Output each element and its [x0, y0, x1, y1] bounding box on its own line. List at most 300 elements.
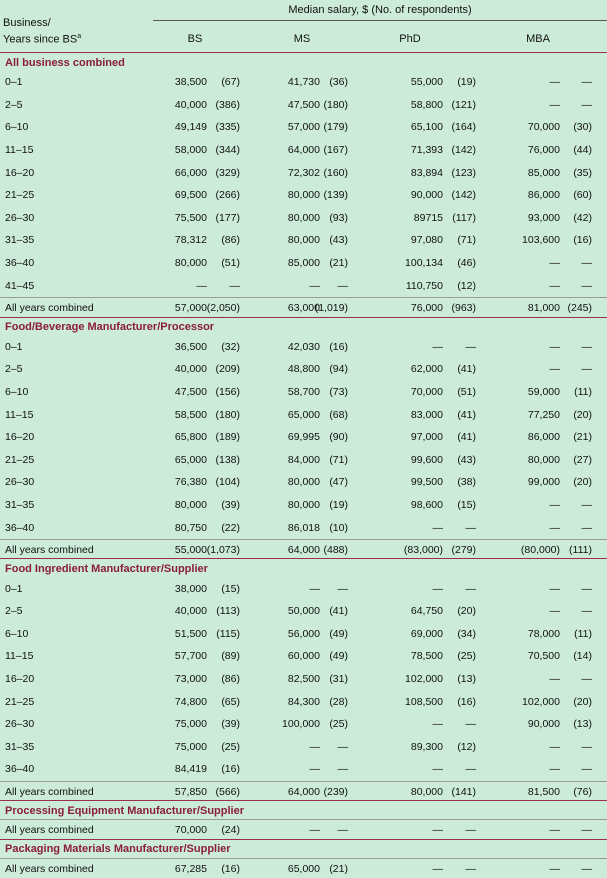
- row-label: 16–20: [5, 431, 35, 444]
- salary-value: 81,000: [527, 301, 560, 314]
- salary-value: 90,000: [410, 189, 443, 202]
- respondent-count: —: [337, 763, 348, 776]
- salary-value: 69,500: [174, 189, 207, 202]
- salary-value: —: [432, 862, 443, 875]
- salary-value: 84,419: [174, 763, 207, 776]
- row-label: 0–1: [5, 582, 23, 595]
- respondent-count: (49): [329, 627, 348, 640]
- salary-value: 50,000: [287, 605, 320, 618]
- respondent-count: (47): [329, 476, 348, 489]
- respondent-count: (67): [221, 76, 240, 89]
- section-header: [0, 52, 607, 72]
- row-label: 26–30: [5, 476, 35, 489]
- salary-value: 49,149: [174, 121, 207, 134]
- table-row: [0, 71, 607, 94]
- salary-value: 76,000: [410, 301, 443, 314]
- respondent-count: (180): [215, 408, 240, 421]
- table-row: [0, 116, 607, 139]
- salary-value: 48,800: [287, 363, 320, 376]
- salary-value: 47,500: [287, 98, 320, 111]
- row-label: 31–35: [5, 740, 35, 753]
- salary-value: 64,750: [410, 605, 443, 618]
- respondent-count: (177): [215, 211, 240, 224]
- salary-value: 40,000: [174, 605, 207, 618]
- respondent-count: —: [581, 763, 592, 776]
- respondent-count: (46): [457, 257, 476, 270]
- respondent-count: (117): [452, 211, 476, 224]
- section-title: Food Ingredient Manufacturer/Supplier: [5, 562, 208, 575]
- section-title: Processing Equipment Manufacturer/Supplier: [5, 804, 244, 817]
- salary-value: 57,000: [174, 301, 207, 314]
- respondent-count: (65): [221, 695, 240, 708]
- salary-value: 80,000: [287, 234, 320, 247]
- salary-value: —: [549, 763, 560, 776]
- respondent-count: (15): [221, 582, 240, 595]
- respondent-count: —: [581, 340, 592, 353]
- respondent-count: (41): [457, 431, 476, 444]
- row-label: 11–15: [5, 650, 34, 663]
- respondent-count: (31): [329, 673, 348, 686]
- row-label: 2–5: [5, 605, 23, 618]
- respondent-count: (16): [221, 862, 240, 875]
- salary-value: 55,000: [410, 76, 443, 89]
- table-row: [0, 494, 607, 517]
- row-label: 0–1: [5, 340, 23, 353]
- respondent-count: —: [465, 582, 476, 595]
- salary-value: 100,134: [405, 257, 443, 270]
- table-row: [0, 252, 607, 275]
- respondent-count: (14): [573, 650, 592, 663]
- table-row: [0, 184, 607, 207]
- respondent-count: —: [581, 673, 592, 686]
- respondent-count: (60): [573, 189, 592, 202]
- section-header: [0, 839, 607, 859]
- respondent-count: (566): [215, 785, 240, 798]
- respondent-count: (963): [451, 301, 476, 314]
- salary-value: 56,000: [287, 627, 320, 640]
- combined-row: [0, 781, 607, 802]
- salary-value: 36,500: [174, 340, 207, 353]
- salary-value: —: [549, 76, 560, 89]
- respondent-count: (51): [221, 257, 240, 270]
- salary-value: 58,800: [410, 98, 443, 111]
- row-label: 36–40: [5, 521, 35, 534]
- respondent-count: (329): [215, 166, 240, 179]
- row-label: All years combined: [5, 543, 94, 556]
- header-rule: [153, 20, 607, 21]
- respondent-count: (12): [457, 740, 476, 753]
- respondent-count: (16): [329, 340, 348, 353]
- respondent-count: (41): [329, 605, 348, 618]
- median-salary-title: Median salary, $ (No. of respondents): [288, 4, 472, 16]
- respondent-count: (20): [457, 605, 476, 618]
- row-label: 31–35: [5, 498, 35, 511]
- row-label: 21–25: [5, 453, 35, 466]
- row-label: 41–45: [5, 279, 35, 292]
- salary-value: 84,000: [287, 453, 320, 466]
- respondent-count: —: [581, 521, 592, 534]
- respondent-count: (11): [574, 385, 592, 398]
- salary-value: 38,000: [174, 582, 207, 595]
- respondent-count: (30): [573, 121, 592, 134]
- respondent-count: —: [465, 521, 476, 534]
- salary-value: —: [549, 673, 560, 686]
- respondent-count: (41): [457, 408, 476, 421]
- salary-value: 76,380: [174, 476, 207, 489]
- table-row: [0, 381, 607, 404]
- salary-value: 78,500: [410, 650, 443, 663]
- salary-value: 75,000: [174, 740, 207, 753]
- respondent-count: (123): [451, 166, 476, 179]
- respondent-count: (335): [215, 121, 240, 134]
- column-mba: MBA: [526, 33, 550, 45]
- respondent-count: (21): [573, 431, 592, 444]
- respondent-count: —: [465, 824, 476, 837]
- salary-value: 85,000: [527, 166, 560, 179]
- salary-value: 84,300: [287, 695, 320, 708]
- table-row: [0, 713, 607, 736]
- salary-value: —: [309, 824, 320, 837]
- respondent-count: —: [581, 824, 592, 837]
- salary-value: 63,000: [287, 301, 320, 314]
- respondent-count: (113): [216, 605, 240, 618]
- salary-value: 102,000: [405, 673, 443, 686]
- column-phd: PhD: [399, 33, 421, 45]
- table-row: [0, 623, 607, 646]
- salary-value: 70,000: [174, 824, 207, 837]
- salary-value: 83,894: [410, 166, 443, 179]
- salary-value: 64,000: [287, 785, 320, 798]
- respondent-count: (86): [221, 234, 240, 247]
- salary-value: 80,000: [287, 189, 320, 202]
- row-label: 2–5: [5, 98, 23, 111]
- respondent-count: —: [465, 340, 476, 353]
- respondent-count: (344): [215, 144, 240, 157]
- row-label: 6–10: [5, 385, 29, 398]
- salary-value: 78,000: [527, 627, 560, 640]
- footnote-marker: a: [77, 33, 82, 40]
- respondent-count: (139): [323, 189, 348, 202]
- section-header: [0, 558, 607, 578]
- salary-value: 65,100: [410, 121, 443, 134]
- table-row: [0, 403, 607, 426]
- salary-value: 73,000: [174, 673, 207, 686]
- respondent-count: —: [581, 76, 592, 89]
- respondent-count: (35): [573, 166, 592, 179]
- salary-value: 65,000: [287, 862, 320, 875]
- table-row: [0, 516, 607, 539]
- table-row: [0, 229, 607, 252]
- column-ms: MS: [293, 33, 311, 45]
- salary-value: 80,000: [287, 211, 320, 224]
- salary-value: 70,500: [527, 650, 560, 663]
- respondent-count: (1,019): [314, 301, 348, 314]
- respondent-count: (21): [329, 257, 348, 270]
- row-label: 26–30: [5, 718, 35, 731]
- salary-value: —: [432, 718, 443, 731]
- table-row: [0, 161, 607, 184]
- salary-value: 69,995: [287, 431, 320, 444]
- respondent-count: —: [337, 582, 348, 595]
- respondent-count: (41): [457, 363, 476, 376]
- salary-value: —: [549, 257, 560, 270]
- salary-value: 70,000: [410, 385, 443, 398]
- row-header-line1: Business/: [3, 17, 51, 29]
- salary-value: 57,850: [174, 785, 207, 798]
- respondent-count: (39): [221, 718, 240, 731]
- table-row: [0, 690, 607, 713]
- respondent-count: (39): [221, 498, 240, 511]
- respondent-count: (104): [215, 476, 240, 489]
- salary-value: —: [309, 763, 320, 776]
- table-row: [0, 577, 607, 600]
- respondent-count: (20): [573, 695, 592, 708]
- salary-value: 99,600: [410, 453, 443, 466]
- salary-value: 65,000: [174, 453, 207, 466]
- respondent-count: (16): [221, 763, 240, 776]
- row-label: 2–5: [5, 363, 23, 376]
- salary-value: 100,000: [282, 718, 320, 731]
- salary-value: 67,285: [174, 862, 207, 875]
- respondent-count: (93): [329, 211, 348, 224]
- salary-value: 40,000: [174, 363, 207, 376]
- salary-value: 47,500: [174, 385, 207, 398]
- row-label: 11–15: [5, 408, 34, 421]
- row-label: 36–40: [5, 763, 35, 776]
- respondent-count: (266): [215, 189, 240, 202]
- row-header-line2: Years since BS: [3, 33, 78, 46]
- table-row: [0, 471, 607, 494]
- respondent-count: (49): [329, 650, 348, 663]
- salary-value: 83,000: [410, 408, 443, 421]
- respondent-count: —: [465, 718, 476, 731]
- row-label: 6–10: [5, 121, 29, 134]
- salary-value: 110,750: [405, 279, 443, 292]
- respondent-count: (179): [323, 121, 348, 134]
- salary-value: 75,000: [174, 718, 207, 731]
- salary-value: 80,000: [410, 785, 443, 798]
- salary-value: 80,000: [287, 498, 320, 511]
- table-row: [0, 758, 607, 781]
- salary-value: 86,000: [527, 189, 560, 202]
- salary-value: 99,000: [527, 476, 560, 489]
- respondent-count: (180): [323, 98, 348, 111]
- respondent-count: (34): [457, 627, 476, 640]
- respondent-count: (15): [457, 498, 476, 511]
- respondent-count: (12): [457, 279, 476, 292]
- combined-row: [0, 539, 607, 560]
- respondent-count: (90): [329, 431, 348, 444]
- section-title: Food/Beverage Manufacturer/Processor: [5, 321, 215, 333]
- salary-value: 86,000: [527, 431, 560, 444]
- respondent-count: —: [465, 763, 476, 776]
- salary-value: 75,500: [174, 211, 207, 224]
- respondent-count: (13): [457, 673, 476, 686]
- respondent-count: (32): [221, 340, 240, 353]
- salary-value: 78,312: [174, 234, 207, 247]
- table-row: [0, 426, 607, 449]
- respondent-count: (121): [451, 98, 476, 111]
- salary-value: 77,250: [527, 408, 560, 421]
- respondent-count: (71): [457, 234, 476, 247]
- respondent-count: (488): [323, 543, 348, 556]
- respondent-count: (89): [221, 650, 240, 663]
- salary-value: 89,300: [410, 740, 443, 753]
- salary-value: —: [432, 521, 443, 534]
- respondent-count: (20): [573, 408, 592, 421]
- respondent-count: —: [581, 498, 592, 511]
- salary-value: 58,500: [174, 408, 207, 421]
- respondent-count: (76): [573, 785, 592, 798]
- table-row: [0, 358, 607, 381]
- salary-value: 76,000: [527, 144, 560, 157]
- row-label: All years combined: [5, 824, 94, 837]
- row-label: 26–30: [5, 211, 35, 224]
- respondent-count: (36): [329, 76, 348, 89]
- salary-value: 81,500: [527, 785, 560, 798]
- row-label: All years combined: [5, 862, 94, 875]
- respondent-count: (189): [215, 431, 240, 444]
- salary-value: 64,000: [287, 144, 320, 157]
- salary-value: 86,018: [287, 521, 320, 534]
- respondent-count: —: [581, 98, 592, 111]
- respondent-count: (245): [567, 301, 592, 314]
- section-header: [0, 317, 607, 337]
- respondent-count: (160): [323, 166, 348, 179]
- salary-value: 80,000: [527, 453, 560, 466]
- table-row: [0, 207, 607, 230]
- salary-value: —: [549, 363, 560, 376]
- section-title: All business combined: [5, 56, 125, 69]
- salary-value: —: [549, 605, 560, 618]
- salary-value: 42,030: [287, 340, 320, 353]
- salary-value: —: [549, 521, 560, 534]
- salary-value: —: [309, 740, 320, 753]
- respondent-count: (28): [329, 695, 348, 708]
- respondent-count: —: [581, 257, 592, 270]
- respondent-count: —: [465, 862, 476, 875]
- salary-value: 72,302: [287, 166, 320, 179]
- respondent-count: (71): [329, 453, 348, 466]
- salary-value: (80,000): [520, 543, 560, 556]
- respondent-count: (386): [215, 98, 240, 111]
- salary-value: —: [549, 740, 560, 753]
- respondent-count: (38): [457, 476, 476, 489]
- row-label: 0–1: [5, 76, 23, 89]
- table-row: [0, 139, 607, 162]
- respondent-count: —: [229, 279, 240, 292]
- salary-value: 64,000: [287, 543, 320, 556]
- combined-row: [0, 297, 607, 318]
- table-row: [0, 449, 607, 472]
- salary-value: 70,000: [527, 121, 560, 134]
- salary-value: 60,000: [287, 650, 320, 663]
- salary-value: —: [196, 279, 207, 292]
- salary-value: —: [432, 340, 443, 353]
- salary-value: —: [309, 582, 320, 595]
- respondent-count: (42): [573, 211, 592, 224]
- respondent-count: (141): [451, 785, 476, 798]
- row-label: 31–35: [5, 234, 35, 247]
- row-label: 6–10: [5, 627, 29, 640]
- salary-value: 97,000: [410, 431, 443, 444]
- respondent-count: (209): [215, 363, 240, 376]
- section-header: [0, 800, 607, 820]
- salary-value: 80,000: [174, 498, 207, 511]
- respondent-count: (19): [457, 76, 476, 89]
- respondent-count: (239): [323, 785, 348, 798]
- salary-value: 59,000: [527, 385, 560, 398]
- respondent-count: (43): [457, 453, 476, 466]
- salary-value: 71,393: [410, 144, 443, 157]
- row-header-label: [3, 17, 81, 47]
- salary-value: 82,500: [287, 673, 320, 686]
- salary-value: —: [549, 279, 560, 292]
- row-label: 21–25: [5, 189, 35, 202]
- salary-value: —: [549, 498, 560, 511]
- respondent-count: (22): [221, 521, 240, 534]
- section-title: Packaging Materials Manufacturer/Supplier: [5, 843, 231, 856]
- row-label: 16–20: [5, 673, 35, 686]
- salary-value: 80,750: [174, 521, 207, 534]
- salary-value: (83,000): [403, 543, 443, 556]
- salary-value: 69,000: [410, 627, 443, 640]
- respondent-count: (167): [323, 144, 348, 157]
- respondent-count: (16): [457, 695, 476, 708]
- respondent-count: —: [581, 582, 592, 595]
- salary-value: 80,000: [287, 476, 320, 489]
- respondent-count: (111): [569, 543, 592, 556]
- respondent-count: (13): [573, 718, 592, 731]
- respondent-count: (19): [329, 498, 348, 511]
- salary-value: —: [432, 582, 443, 595]
- respondent-count: (25): [329, 718, 348, 731]
- salary-value: —: [549, 824, 560, 837]
- salary-value: 51,500: [174, 627, 207, 640]
- salary-value: 90,000: [527, 718, 560, 731]
- table-row: [0, 94, 607, 117]
- respondent-count: —: [581, 862, 592, 875]
- respondent-count: (11): [574, 627, 592, 640]
- salary-value: —: [549, 340, 560, 353]
- table-header: [0, 0, 607, 52]
- respondent-count: (279): [451, 543, 476, 556]
- respondent-count: —: [581, 740, 592, 753]
- combined-row: [0, 858, 607, 878]
- salary-value: —: [549, 862, 560, 875]
- respondent-count: —: [337, 824, 348, 837]
- salary-value: 93,000: [527, 211, 560, 224]
- respondent-count: (138): [215, 453, 240, 466]
- row-label: All years combined: [5, 785, 94, 798]
- salary-value: 38,500: [174, 76, 207, 89]
- salary-value: —: [309, 279, 320, 292]
- respondent-count: (43): [329, 234, 348, 247]
- respondent-count: (68): [329, 408, 348, 421]
- respondent-count: (142): [451, 144, 476, 157]
- respondent-count: —: [337, 740, 348, 753]
- salary-value: 65,000: [287, 408, 320, 421]
- salary-value: 102,000: [522, 695, 560, 708]
- respondent-count: (51): [457, 385, 476, 398]
- respondent-count: (16): [573, 234, 592, 247]
- respondent-count: (164): [451, 121, 476, 134]
- salary-value: 57,000: [287, 121, 320, 134]
- respondent-count: —: [581, 279, 592, 292]
- row-label: 16–20: [5, 166, 35, 179]
- respondent-count: (156): [215, 385, 240, 398]
- salary-value: 103,600: [522, 234, 560, 247]
